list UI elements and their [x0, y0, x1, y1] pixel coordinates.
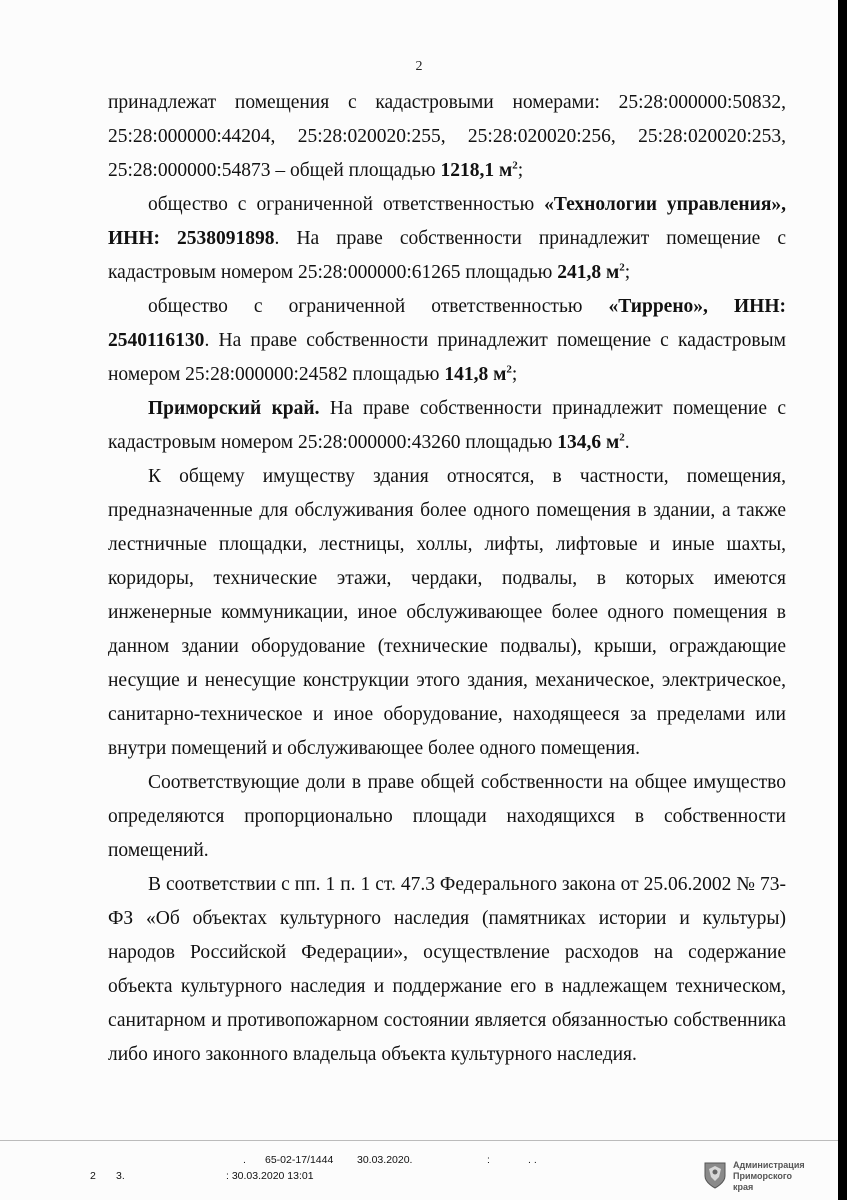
company-name: «Тиррено», ИНН: 2540116130	[108, 296, 786, 351]
owner-name: Приморский край.	[148, 398, 320, 419]
footer-page-total: 3.	[116, 1170, 125, 1182]
footer-divider	[0, 1140, 838, 1141]
document-body	[108, 86, 786, 1072]
total-area: 1218,1 $м^2$	[440, 159, 518, 181]
paragraph-tirreno: общество с ограниченной ответственностью «Тиррено», ИНН: 2540116130. На праве собственности принадлежит помещение с кадастровым номером 25:28:000000:24582 площадью 141,8 $м^2$;	[108, 296, 786, 385]
paragraph-federal-law: В соответствии с пп. 1 п. 1 ст. 47.3 Федерального закона от 25.06.2002 № 73-ФЗ «Об объектах культурного наследия (памятниках истории и культуры) народов Российской Федерации», осуществление расходов на содержание объекта культурного наследия и поддержание его в надлежащем техническом, санитарном и противопожарном состоянии является обязанностью собственника либо иного законного владельца объекта культурного наследия.	[108, 874, 786, 1065]
footer-dot: .	[243, 1154, 246, 1166]
administration-logo	[702, 1156, 814, 1194]
footer-printed-time: : 30.03.2020 13:01	[226, 1170, 314, 1182]
company-name: «Технологии управления», ИНН: 2538091898	[108, 194, 787, 249]
footer-page: 2	[90, 1170, 96, 1182]
page-number: 2	[415, 59, 423, 74]
logo-text: Администрация Приморского края	[733, 1160, 805, 1192]
paragraph-common-property: К общему имуществу здания относятся, в частности, помещения, предназначенные для обслуживания более одного помещения в здании, а также лестничные площадки, лестницы, холлы, лифты, лифтовые и иные шахты, коридоры, технические этажи, чердаки, подвалы, в которых имеются инженерные коммуникации, иное обслуживающее более одного помещения в данном здании оборудование (технические подвалы), крыши, ограждающие несущие и ненесущие конструкции этого здания, механическое, электрическое, санитарно-техническое и иное оборудование, находящееся за пределами или внутри помещений и обслуживающее более одного помещения.	[108, 466, 786, 759]
paragraph-primorsky-krai: Приморский край. На праве собственности принадлежит помещение с кадастровым номером 25:28:000000:43260 площадью 134,6 $м^2$.	[108, 398, 787, 453]
area-value: 141,8 $м^2$	[444, 363, 512, 385]
footer-colon: :	[487, 1154, 490, 1166]
area-value: 241,8 $м^2$	[557, 261, 625, 283]
paragraph-owners-list: принадлежат помещения с кадастровыми номерами: 25:28:000000:50832, 25:28:000000:44204, 25:28:020020:255, 25:28:020020:256, 25:28:020020:253, 25:28:000000:54873 – общей площадью 1218,1 $м^2$;	[108, 92, 786, 181]
footer-dots: . .	[528, 1154, 537, 1166]
paragraph-shares: Соответствующие доли в праве общей собственности на общее имущество определяются пропорционально площади находящихся в собственности помещений.	[108, 772, 786, 861]
footer-doc-number: 65-02-17/1444	[265, 1154, 334, 1166]
footer-doc-date: 30.03.2020.	[357, 1154, 413, 1166]
area-value: 134,6 $м^2$	[557, 431, 625, 453]
coat-of-arms-icon	[702, 1160, 728, 1190]
paragraph-tekhnologii: общество с ограниченной ответственностью «Технологии управления», ИНН: 2538091898. На праве собственности принадлежит помещение с кадастровым номером 25:28:000000:61265 площадью 241,8 $м^2$;	[108, 194, 787, 283]
